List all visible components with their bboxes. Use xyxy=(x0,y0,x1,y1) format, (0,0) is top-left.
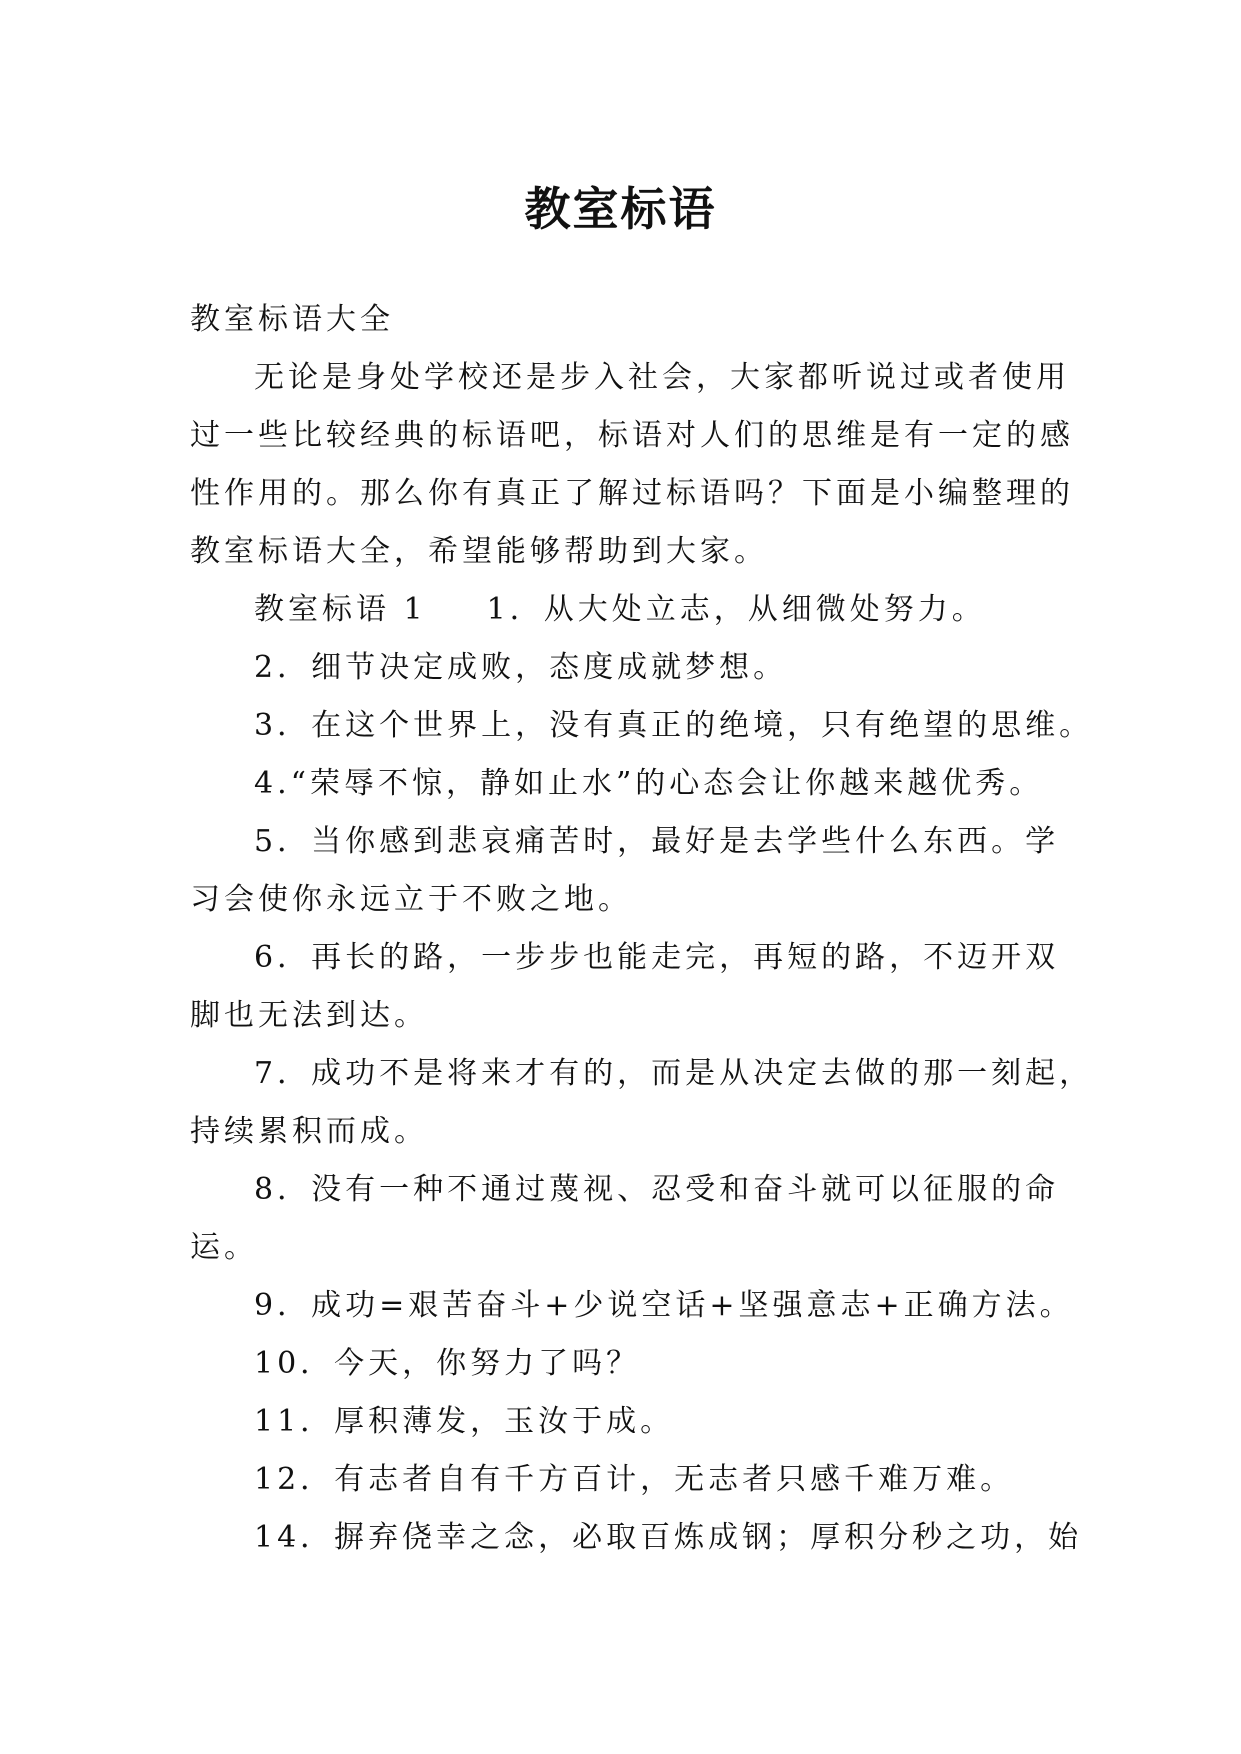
section-heading-line xyxy=(190,581,1050,639)
slogan-item-continued: 持续累积而成。 xyxy=(190,1114,428,1149)
slogan-item: 12．有志者自有千方百计，无志者只感千难万难。 xyxy=(254,1462,1015,1497)
slogan-item: 14．摒弃侥幸之念，必取百炼成钢；厚积分秒之功，始 xyxy=(254,1520,1083,1555)
intro-line: 性作用的。那么你有真正了解过标语吗？下面是小编整理的 xyxy=(190,476,1074,511)
slogan-item-continued: 运。 xyxy=(190,1230,258,1265)
intro-line: 无论是身处学校还是步入社会，大家都听说过或者使用 xyxy=(254,360,1070,395)
slogan-item: 7．成功不是将来才有的，而是从决定去做的那一刻起， xyxy=(254,1056,1094,1091)
slogan-item: 5．当你感到悲哀痛苦时，最好是去学些什么东西。学 xyxy=(254,824,1060,859)
slogan-item: 11．厚积薄发，玉汝于成。 xyxy=(254,1404,675,1439)
slogan-item-continued: 脚也无法到达。 xyxy=(190,998,428,1033)
slogan-item: 3．在这个世界上，没有真正的绝境，只有绝望的思维。 xyxy=(254,708,1094,743)
slogan-item: 10．今天，你努力了吗？ xyxy=(254,1346,641,1381)
intro-line: 过一些比较经典的标语吧，标语对人们的思维是有一定的感 xyxy=(190,418,1074,453)
slogan-item: 8．没有一种不通过蔑视、忍受和奋斗就可以征服的命 xyxy=(254,1172,1060,1207)
section-heading: 教室标语 1 xyxy=(254,592,427,627)
slogan-item: 9．成功=艰苦奋斗+少说空话+坚强意志+正确方法。 xyxy=(254,1288,1074,1323)
slogan-item-continued: 习会使你永远立于不败之地。 xyxy=(190,882,632,917)
subtitle: 教室标语大全 xyxy=(190,302,394,337)
document-title: 教室标语 xyxy=(524,181,717,236)
slogan-item: 2．细节决定成败，态度成就梦想。 xyxy=(254,650,788,685)
slogan-item: 1．从大处立志，从细微处努力。 xyxy=(486,592,986,627)
intro-line: 教室标语大全，希望能够帮助到大家。 xyxy=(190,534,768,569)
slogan-item: 6．再长的路，一步步也能走完，再短的路，不迈开双 xyxy=(254,940,1060,975)
slogan-item: 4.“荣辱不惊，静如止水”的心态会让你越来越优秀。 xyxy=(254,766,1044,801)
document-body xyxy=(190,291,1094,1567)
